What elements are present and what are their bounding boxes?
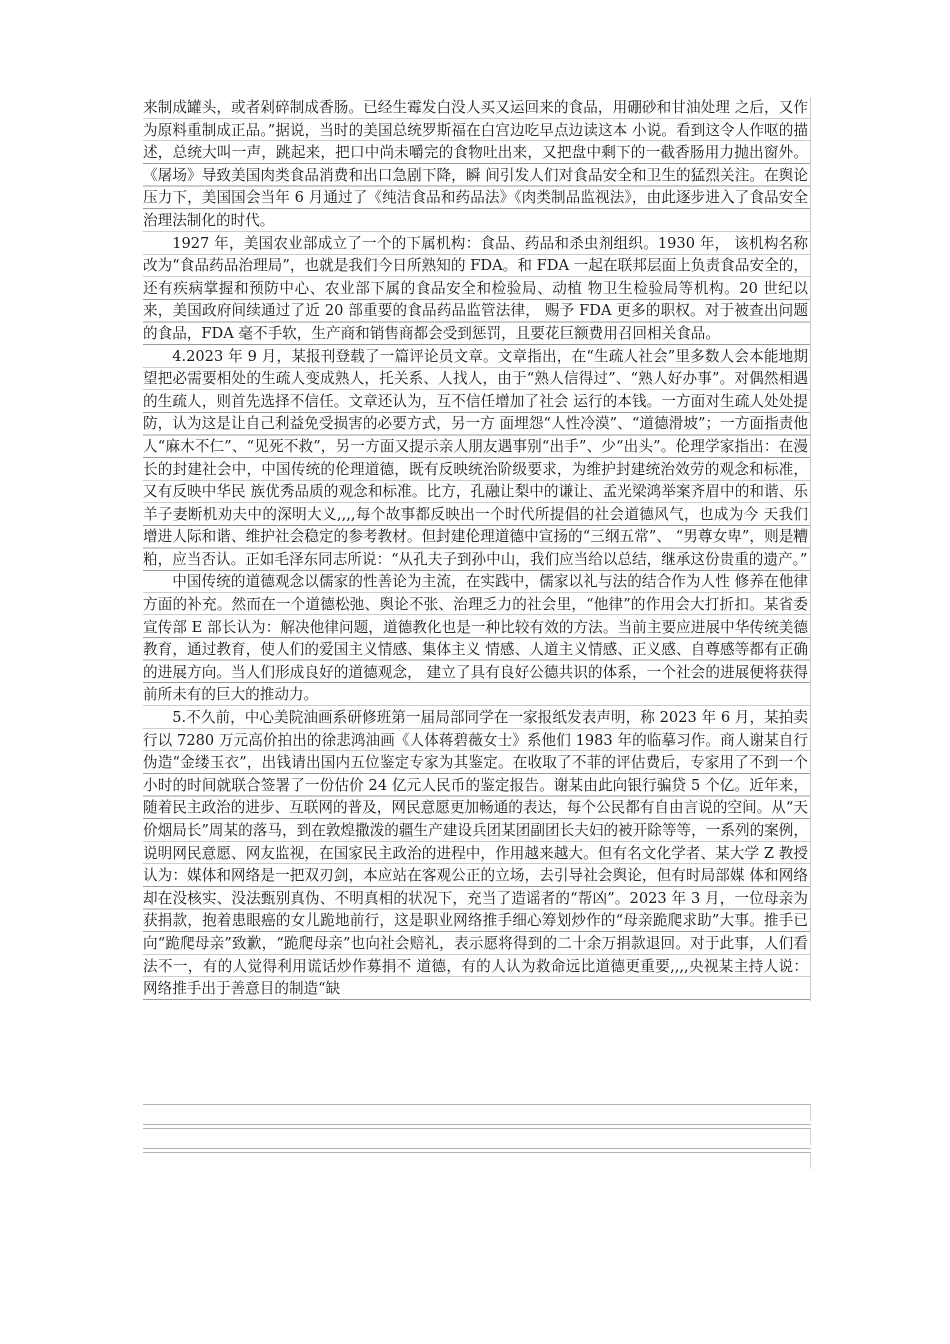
paragraph-traditional-morality: 中国传统的道德观念以儒家的性善论为主流，在实践中，儒家以礼与法的结合作为人性 修养在他律方面的补充。然而在一个道德松弛、舆论不张、治理乏力的社会里，“他律”的作用会大打折扣。某省委宣传部 E 部长认为：解决他律问题，道德教化也是一种比较有效的方法。当前主要应进展中华传统美德教育，通过教育，使人们的爱国主义情感、集体主义 情感、人道主义情感、正义感、自尊感等都有正确的进展方向。当人们形成良好的道德观念， 建立了具有良好公德共识的体系，一个社会的进展便将获得前所未有的巨大的推动力。: [143, 571, 811, 707]
ruled-line: [143, 1124, 811, 1125]
empty-ruled-lines: [143, 1104, 811, 1169]
ruled-line: [143, 1148, 811, 1149]
ruled-line: [143, 1104, 811, 1121]
paragraph-stranger-society: 4.2023 年 9 月，某报刊登载了一篇评论员文章。文章指出，在“生疏人社会”里多数人会本能地期望把必需要相处的生疏人变成熟人，托关系、人找人，由于“熟人信得过”、“熟人好办事”。对偶然相遇的生疏人，则首先选择不信任。文章还认为，互不信任增加了社会 运行的本钱。一方面对生疏人处处提防，认为这是让自己利益免受损害的必要方式，另一方 面埋怨“人性冷漠”、“道德滑坡”；一方面指责他人“麻木不仁”、“见死不救”，另一方面又提示亲人朋友遇事别“出手”、少“出头”。伦理学家指出：在漫长的封建社会中，中国传统的伦理道德，既有反映统治阶级要求，为维护封建统治效劳的观念和标准，又有反映中华民 族优秀品质的观念和标准。比方，孔融让梨中的谦让、孟光梁鸿举案齐眉中的和谐、乐羊子妻断机劝夫中的深明大义,,,,每个故事都反映出一个时代所提倡的社会道德风气，也成为今 天我们增进人际和谐、维护社会稳定的参考教材。但封建伦理道德中宣扬的“三纲五常”、 “男尊女卑”，则是糟粕，应当否认。正如毛泽东同志所说：“从孔夫子到孙中山，我们应当给以总结，继承这份贵重的遗产。”: [143, 346, 811, 572]
ruled-line: [143, 1128, 811, 1145]
paragraph-food-safety-history: 来制成罐头，或者剁碎制成香肠。已经生霉发白没人买又运回来的食品，用硼砂和甘油处理 之后，又作为原料重制成正品。”据说，当时的美国总统罗斯福在白宫边吃早点边读这本 小说。看到这令人作呕的描述，总统大叫一声，跳起来，把口中尚未嚼完的食物吐出来，又把盘中剩下的一截香肠用力抛出窗外。《屠场》导致美国肉类食品消费和出口急剧下降，瞬 间引发人们对食品安全和卫生的猛烈关注。在舆论压力下，美国国会当年 6 月通过了《纯洁食品和药品法》《肉类制品监视法》，由此逐步进入了食品安全治理法制化的时代。: [143, 97, 811, 233]
ruled-line: [143, 1152, 811, 1169]
paragraph-fda: 1927 年，美国农业部成立了一个的下属机构：食品、药品和杀虫剂组织。1930 年， 该机构名称改为“食品药品治理局”，也就是我们今日所熟知的 FDA。和 FDA 一起在联邦层面上负责食品安全的，还有疾病掌握和预防中心、农业部下属的食品安全和检验局、动植 物卫生检验局等机构。20 世纪以来，美国政府间续通过了近 20 部重要的食品药品监管法律， 赐予 FDA 更多的职权。对于被查出问题的食品，FDA 毫不手软，生产商和销售商都会受到惩罚，且要花巨额费用召回相关食品。: [143, 233, 811, 346]
paragraph-media-network: 5.不久前，中心美院油画系研修班第一届局部同学在一家报纸发表声明，称 2023 年 6 月，某拍卖行以 7280 万元高价拍出的徐悲鸿油画《人体蒋碧薇女士》系他们 1983 年的临摹习作。商人谢某自行伪造“金缕玉衣”，出钱请出国内五位鉴定专家为其鉴定。在收取了不菲的评估费后，专家用了不到一个小时的时间就联合签署了一份估价 24 亿元人民币的鉴定报告。谢某由此向银行骗贷 5 个亿。近年来，随着民主政治的进步、互联网的普及，网民意愿更加畅通的表达，每个公民都有自由言说的空间。从“天价烟局长”周某的落马，到在敦煌撒泼的疆生产建设兵团某团副团长夫妇的被开除等等，一系列的案例，说明网民意愿、网友监视，在国家民主政治的进程中，作用越来越大。但有名文化学者、某大学 Z 教授认为：媒体和网络是一把双刃剑，本应站在客观公正的立场，去引导社会舆论，但有时局部媒 体和网络却在没核实、没法甄别真伪、不明真相的状况下，充当了造谣者的“帮凶”。2023 年 3 月，一位母亲为获捐款，抱着患眼癌的女儿跪地前行，这是职业网络推手细心筹划炒作的“母亲跪爬求助”大事。推手已向“跪爬母亲”致歉，“跪爬母亲”也向社会赔礼，表示愿将得到的二十余万捐款退回。对于此事，人们看法不一，有的人觉得利用谎话炒作募捐不 道德，有的人认为救命远比道德更重要,,,,央视某主持人说：网络推手出于善意目的制造“缺: [143, 707, 811, 1001]
document-body: [143, 97, 811, 1001]
